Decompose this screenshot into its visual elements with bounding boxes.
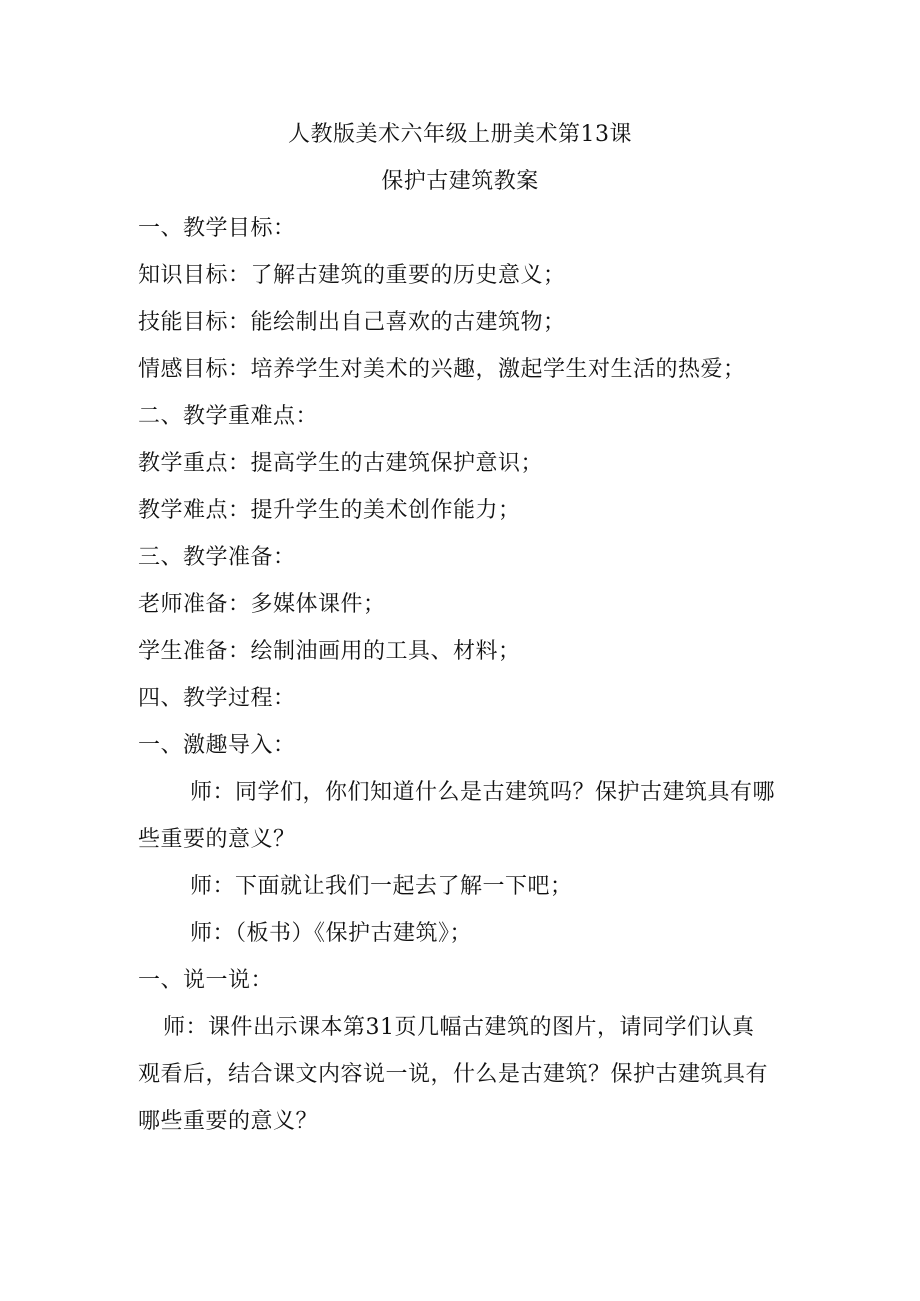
- section-heading: 一、教学目标：: [138, 216, 296, 241]
- section-heading: 一、说一说：: [138, 968, 274, 993]
- paragraph-line: 师：同学们，你们知道什么是古建筑吗？保护古建筑具有哪: [190, 780, 776, 805]
- paragraph-line: 师：课件出示课本第31页几幅古建筑的图片，请同学们认真: [163, 1015, 755, 1040]
- section-heading: 四、教学过程：: [138, 686, 296, 711]
- document-title: 人教版美术六年级上册美术第13课: [288, 122, 632, 147]
- paragraph-line: 教学重点：提高学生的古建筑保护意识；: [138, 451, 544, 476]
- paragraph-line: 情感目标：培养学生对美术的兴趣，激起学生对生活的热爱；: [138, 357, 746, 382]
- paragraph-line: 技能目标：能绘制出自己喜欢的古建筑物；: [138, 310, 566, 335]
- paragraph-line: 学生准备：绘制油画用的工具、材料；: [138, 639, 521, 664]
- paragraph-line: 观看后，结合课文内容说一说，什么是古建筑？保护古建筑具有: [138, 1062, 769, 1087]
- document-subtitle: 保护古建筑教案: [381, 169, 539, 194]
- paragraph-line: 知识目标：了解古建筑的重要的历史意义；: [138, 263, 566, 288]
- paragraph-line: 师：下面就让我们一起去了解一下吧；: [190, 874, 573, 899]
- section-heading: 二、教学重难点：: [138, 404, 319, 429]
- paragraph-line: 教学难点：提升学生的美术创作能力；: [138, 498, 521, 523]
- paragraph-line: 些重要的意义？: [138, 827, 296, 852]
- paragraph-line: 哪些重要的意义？: [138, 1109, 319, 1134]
- section-heading: 三、教学准备：: [138, 545, 296, 570]
- paragraph-line: 师：（板书）《保护古建筑》；: [190, 921, 473, 946]
- section-heading: 一、激趣导入：: [138, 733, 296, 758]
- paragraph-line: 老师准备：多媒体课件；: [138, 592, 386, 617]
